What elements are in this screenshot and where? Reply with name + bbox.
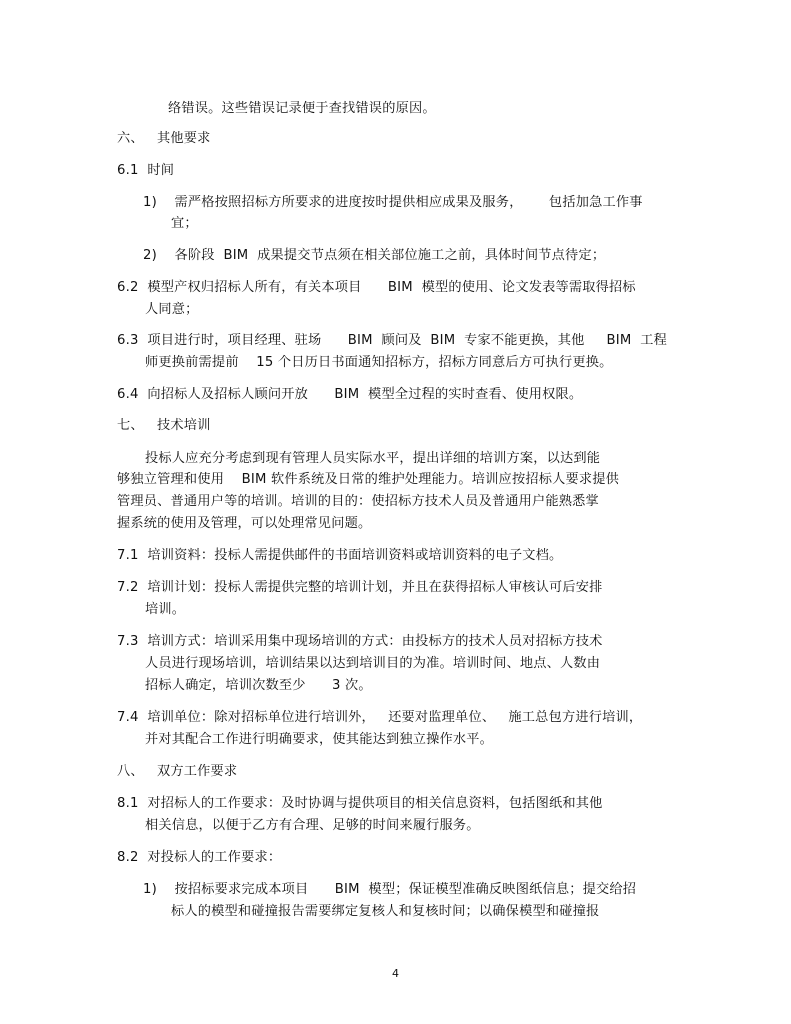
subsection-6-1-heading: 6.1 时间 bbox=[117, 163, 175, 178]
clause-6-4: 6.4 向招标人及招标人顾问开放 BIM 模型全过程的实时查看、使用权限。 bbox=[117, 387, 583, 402]
clause-7-2-line-1: 7.2 培训计划：投标人需提供完整的培训计划，并且在获得招标人审核认可后安排 bbox=[117, 580, 603, 595]
section-8-heading: 八、 双方工作要求 bbox=[117, 764, 238, 779]
section-7-heading: 七、 技术培训 bbox=[117, 418, 211, 433]
section-7-paragraph-line-3: 管理员、普通用户等的培训。培训的目的：使招标方技术人员及普通用户能熟悉掌 bbox=[117, 494, 599, 509]
item-8-2-1-line-2: 标人的模型和碰撞报告需要绑定复核人和复核时间；以确保模型和碰撞报 bbox=[171, 904, 600, 919]
clause-7-3-line-1: 7.3 培训方式：培训采用集中现场培训的方式：由投标方的技术人员对招标方技术 bbox=[117, 634, 603, 649]
clause-8-2-heading: 8.2 对投标人的工作要求： bbox=[117, 850, 282, 865]
clause-7-1: 7.1 培训资料：投标人需提供邮件的书面培训资料或培训资料的电子文档。 bbox=[117, 548, 563, 563]
clause-6-2-line-1: 6.2 模型产权归招标人所有，有关本项目 BIM 模型的使用、论文发表等需取得招标 bbox=[117, 280, 636, 295]
clause-6-3-line-2: 师更换前需提前 15 个日历日书面通知招标方，招标方同意后方可执行更换。 bbox=[145, 355, 613, 370]
item-8-2-1-line-1: 1) 按招标要求完成本项目 BIM 模型；保证模型准确反映图纸信息；提交给招 bbox=[143, 882, 637, 897]
page-number: 4 bbox=[392, 967, 399, 980]
item-6-1-2: 2) 各阶段 BIM 成果提交节点须在相关部位施工之前，具体时间节点待定； bbox=[143, 248, 606, 263]
continued-text-line: 络错误。这些错误记录便于查找错误的原因。 bbox=[168, 101, 436, 116]
item-6-1-1-line-2: 宜； bbox=[171, 216, 198, 231]
section-6-heading: 六、 其他要求 bbox=[117, 131, 211, 146]
clause-7-4-line-2: 并对其配合工作进行明确要求，使其能达到独立操作水平。 bbox=[145, 732, 494, 747]
clause-7-2-line-2: 培训。 bbox=[145, 602, 186, 617]
clause-6-2-line-2: 人同意； bbox=[145, 302, 199, 317]
clause-7-4-line-1: 7.4 培训单位：除对招标单位进行培训外， 还要对监理单位、 施工总包方进行培训， bbox=[117, 710, 643, 725]
item-6-1-1-line-1: 1) 需严格按照招标方所要求的进度按时提供相应成果及服务， 包括加急工作事 bbox=[143, 195, 643, 210]
section-7-paragraph-line-1: 投标人应充分考虑到现有管理人员实际水平，提出详细的培训方案，以达到能 bbox=[145, 451, 601, 466]
clause-8-1-line-2: 相关信息，以便于乙方有合理、足够的时间来履行服务。 bbox=[145, 818, 480, 833]
section-7-paragraph-line-2: 够独立管理和使用 BIM 软件系统及日常的维护处理能力。培训应按招标人要求提供 bbox=[117, 472, 620, 487]
clause-8-1-line-1: 8.1 对招标人的工作要求：及时协调与提供项目的相关信息资料，包括图纸和其他 bbox=[117, 796, 603, 811]
clause-7-3-line-2: 人员进行现场培训，培训结果以达到培训目的为准。培训时间、地点、人数由 bbox=[145, 656, 601, 671]
clause-7-3-line-3: 招标人确定，培训次数至少 3 次。 bbox=[145, 678, 372, 693]
clause-6-3-line-1: 6.3 项目进行时，项目经理、驻场 BIM 顾问及 BIM 专家不能更换，其他 BIM 工程 bbox=[117, 333, 668, 348]
section-7-paragraph-line-4: 握系统的使用及管理，可以处理常见问题。 bbox=[117, 516, 372, 531]
